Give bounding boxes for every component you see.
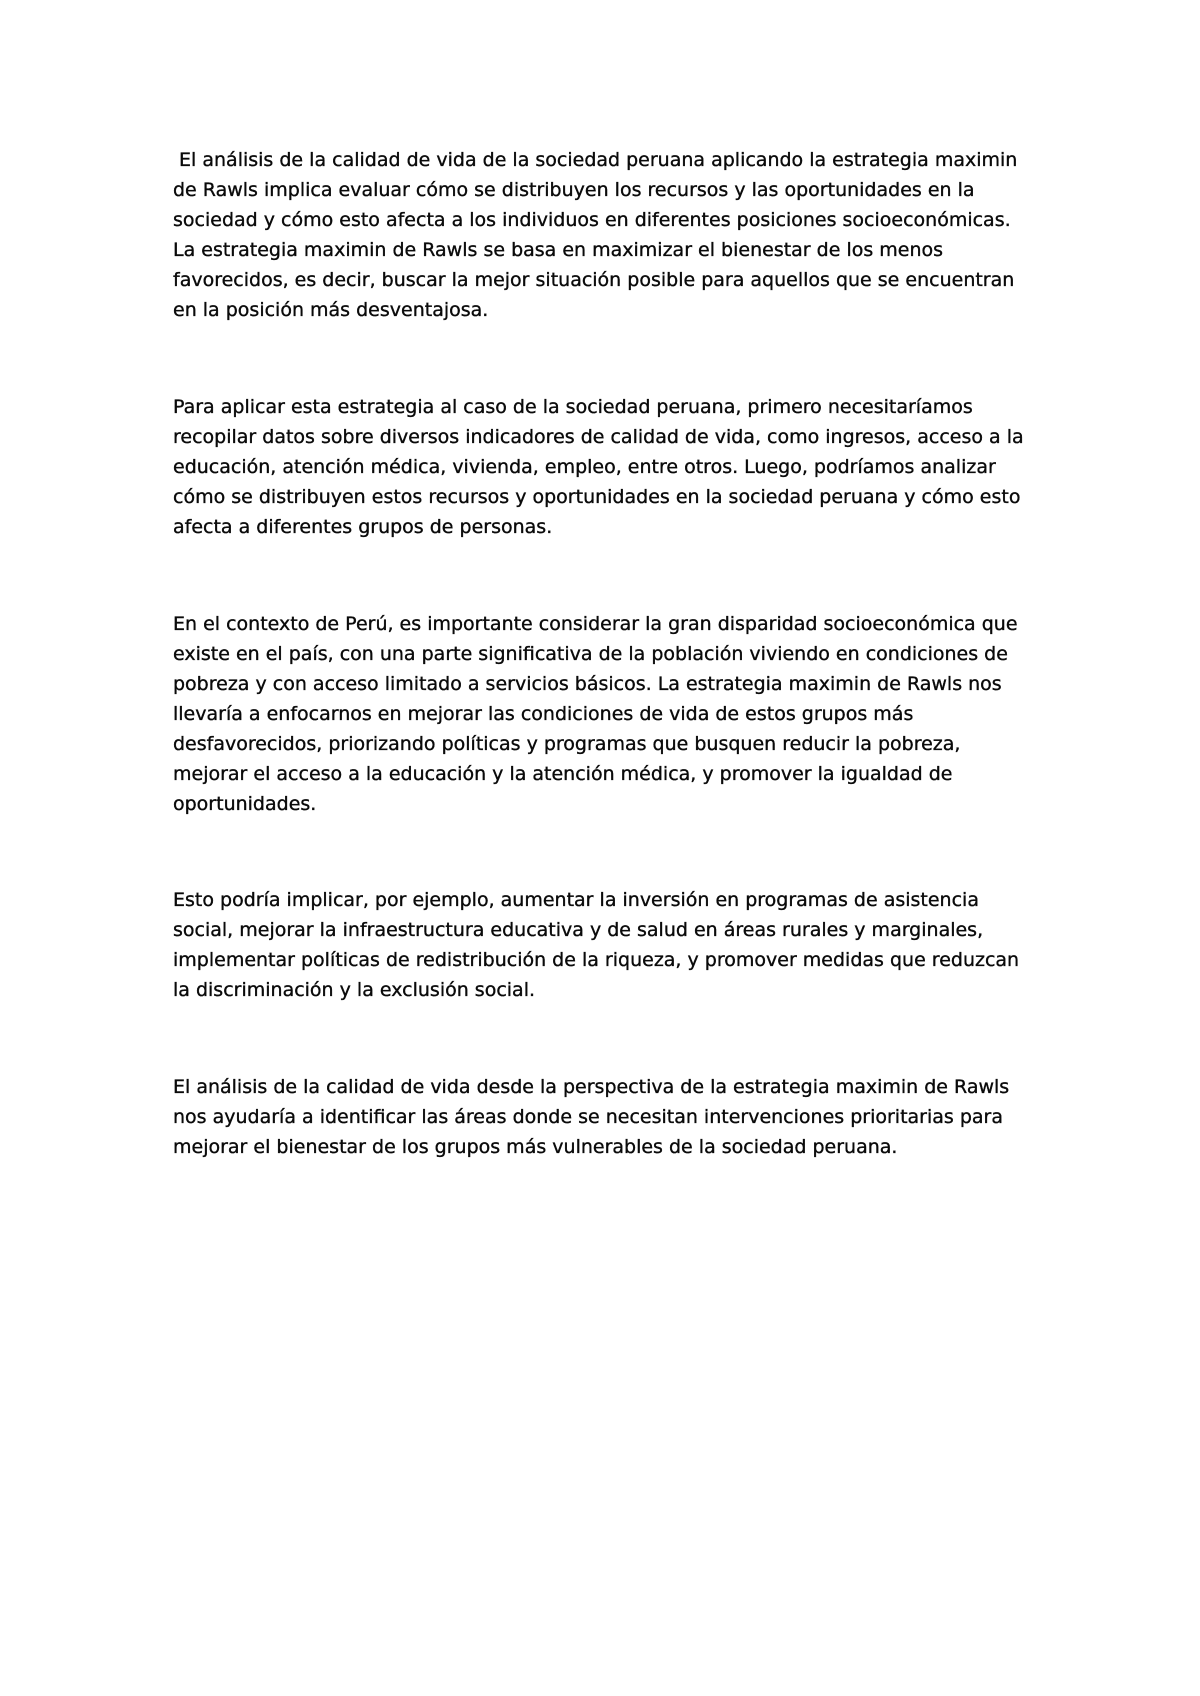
document-body <box>173 145 1035 1162</box>
paragraph-1: El análisis de la calidad de vida de la sociedad peruana aplicando la estrategia maximin de Rawls implica evaluar cómo se distribuyen los recursos y las oportunidades en la sociedad y cómo esto afecta a los individuos en diferentes posiciones socioeconómicas. La estrategia maximin de Rawls se basa en maximizar el bienestar de los menos favorecidos, es decir, buscar la mejor situación posible para aquellos que se encuentran en la posición más desventajosa. <box>173 149 1024 321</box>
paragraph-4: Esto podría implicar, por ejemplo, aumentar la inversión en programas de asistencia social, mejorar la infraestructura educativa y de salud en áreas rurales y marginales, implementar políticas de redistribución de la riqueza, y promover medidas que reduzcan la discriminación y la exclusión social. <box>173 889 1026 1001</box>
paragraph-2: Para aplicar esta estrategia al caso de la sociedad peruana, primero necesitaríamos recopilar datos sobre diversos indicadores de calidad de vida, como ingresos, acceso a la educación, atención médica, vivienda, empleo, entre otros. Luego, podríamos analizar cómo se distribuyen estos recursos y oportunidades en la sociedad peruana y cómo esto afecta a diferentes grupos de personas. <box>173 396 1030 538</box>
paragraph-5: El análisis de la calidad de vida desde la perspectiva de la estrategia maximin de Rawls nos ayudaría a identificar las áreas donde se necesitan intervenciones prioritarias para mejorar el bienestar de los grupos más vulnerables de la sociedad peruana. <box>173 1076 1016 1158</box>
paragraph-3: En el contexto de Perú, es importante considerar la gran disparidad socioeconómica que existe en el país, con una parte significativa de la población viviendo en condiciones de pobreza y con acceso limitado a servicios básicos. La estrategia maximin de Rawls nos llevaría a enfocarnos en mejorar las condiciones de vida de estos grupos más desfavorecidos, priorizando políticas y programas que busquen reducir la pobreza, mejorar el acceso a la educación y la atención médica, y promover la igualdad de oportunidades. <box>173 613 1024 815</box>
